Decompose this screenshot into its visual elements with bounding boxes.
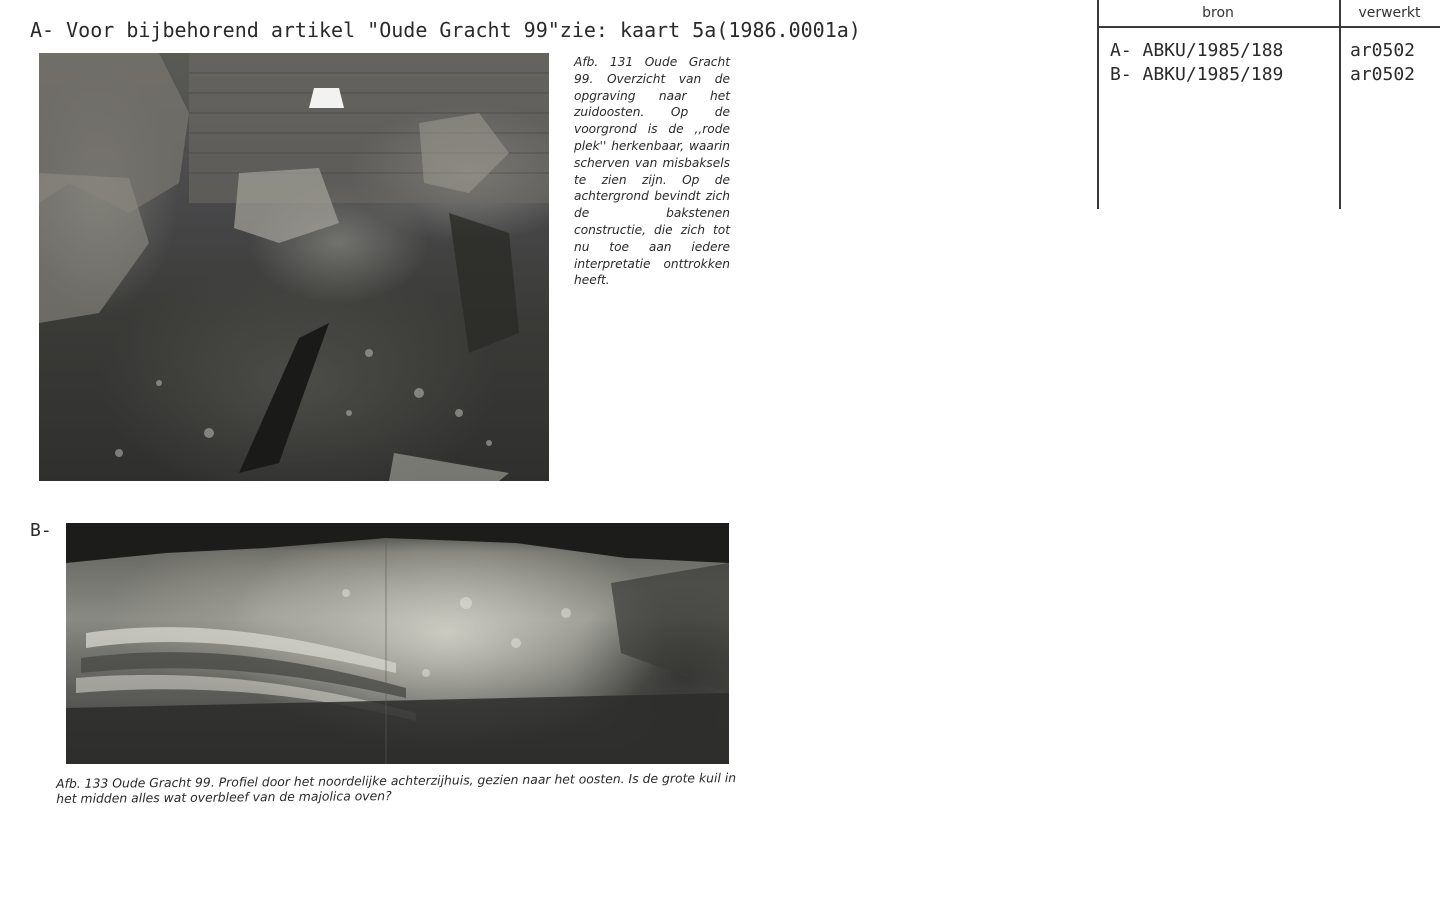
- figure-133-caption: Afb. 133 Oude Gracht 99. Profiel door het noordelijke achterzijhuis, gezien naar het oosten. Is de grote kuil in het midden alles wat overbleef van de majolica oven?: [56, 770, 737, 806]
- excavation-photo-a: [39, 53, 549, 481]
- page-heading: A- Voor bijbehorend artikel "Oude Gracht 99"zie: kaart 5a(1986.0001a): [30, 18, 861, 42]
- section-b-label: B-: [30, 520, 52, 541]
- profile-photo-b: [66, 523, 729, 764]
- table-row-a-bron: A- ABKU/1985/188: [1110, 40, 1284, 61]
- reference-table: [1097, 0, 1440, 209]
- table-column-divider: [1339, 0, 1341, 209]
- column-header-verwerkt: verwerkt: [1358, 5, 1421, 21]
- column-header-bron: bron: [1202, 5, 1234, 21]
- table-row-a-verwerkt: ar0502: [1350, 40, 1416, 61]
- excavation-photo-a-drawing: [39, 53, 549, 481]
- table-row-b-bron: B- ABKU/1985/189: [1110, 64, 1284, 85]
- table-row-b-verwerkt: ar0502: [1350, 64, 1416, 85]
- table-left-border: [1097, 0, 1099, 209]
- profile-photo-b-drawing: [66, 523, 729, 764]
- figure-131-caption: Afb. 131 Oude Gracht 99. Overzicht van de opgraving naar het zuidoosten. Op de voorgrond is de ,,rode plek'' herkenbaar, waarin scherven van misbaksels te zien zijn. Op de achtergrond bevindt zich de bakstenen constructie, die zich tot nu toe aan iedere interpretatie onttrokken heeft.: [574, 55, 730, 288]
- table-header-underline: [1098, 26, 1440, 28]
